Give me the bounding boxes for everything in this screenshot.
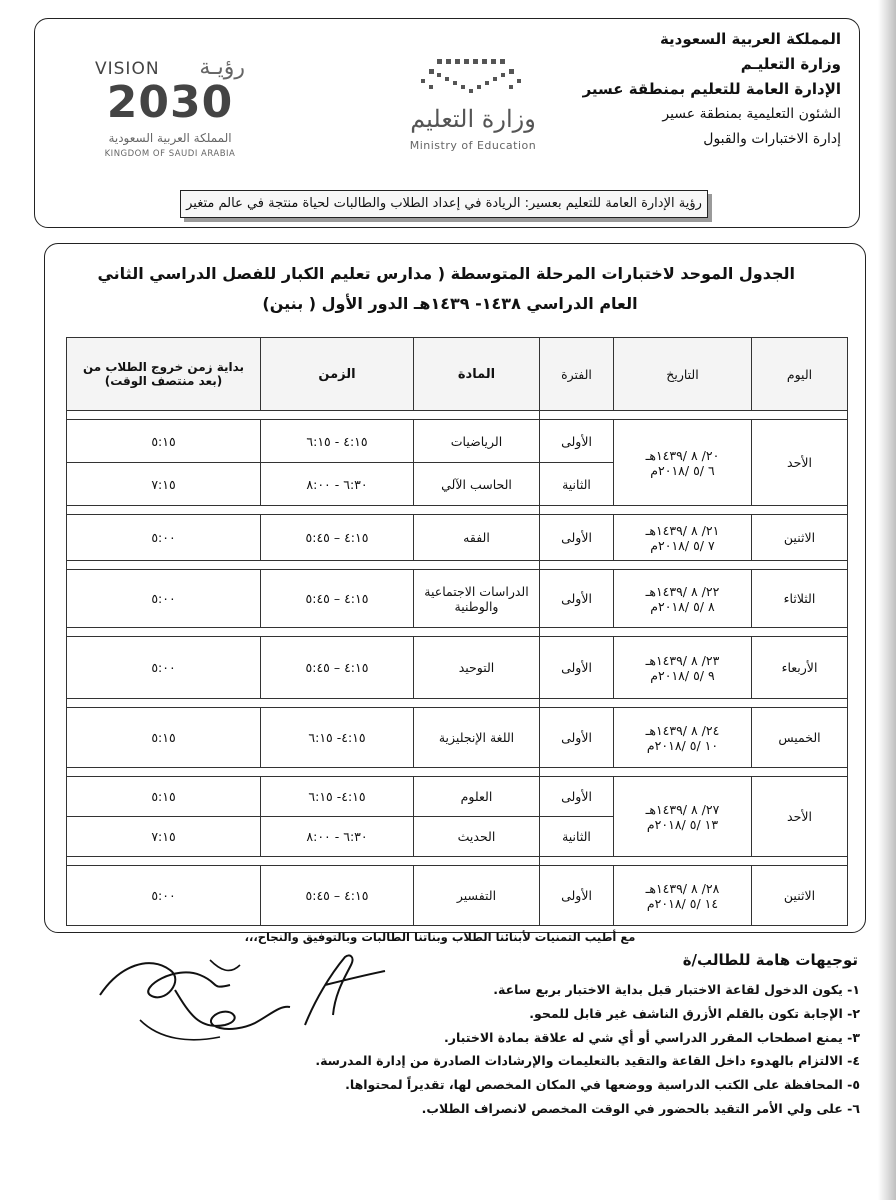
- table-row: [67, 777, 848, 817]
- gregorian-date: ٦ /٥ /٢٠١٨م: [650, 462, 715, 478]
- instruction-item: ٢- الإجابة تكون بالقلم الأزرق الناشف غير قابل للمحو.: [529, 1005, 860, 1021]
- instruction-item: ٥- المحافظة على الكتب الدراسية ووضعها في المكان المخصص لها، تقديراً لمحتواها.: [345, 1077, 860, 1093]
- day-cell: الخميس: [752, 708, 848, 768]
- time-cell: ٤:١٥- ٦:١٥: [261, 708, 414, 768]
- schedule-subtitle: العام الدراسي ١٤٣٨- ١٤٣٩هـ الدور الأول ( بنين): [262, 294, 638, 313]
- ministry-logo-arabic: وزارة التعليم: [410, 105, 536, 133]
- period-cell: الأولى: [540, 570, 614, 628]
- day-cell: الاثنين: [752, 515, 848, 561]
- instruction-item: ٣- يمنع اصطحاب المقرر الدراسي أو أي شي له علاقة بمادة الاختبار.: [444, 1029, 860, 1045]
- page-edge-shadow: [878, 0, 896, 1200]
- subject-cell: الفقه: [414, 515, 540, 561]
- period-cell: الثانية: [540, 817, 614, 857]
- exit-cell: ٥:٠٠: [67, 637, 261, 699]
- subject-cell: الدراسات الاجتماعية والوطنية: [414, 570, 540, 628]
- period-cell: الأولى: [540, 420, 614, 463]
- instructions-list: [315, 978, 860, 1121]
- affairs-name: الشئون التعليمية بمنطقة عسير: [662, 106, 841, 122]
- period-cell: الأولى: [540, 777, 614, 817]
- table-row: [67, 866, 848, 926]
- hijri-date: ٢١/ ٨ /١٤٣٩هـ: [645, 522, 720, 538]
- col-day: اليوم: [752, 338, 848, 411]
- subject-cell: التفسير: [414, 866, 540, 926]
- ministry-name: وزارة التعليـم: [740, 55, 841, 73]
- instruction-item: ٤- الالتزام بالهدوء داخل القاعة والتقيد بالتعليمات والإرشادات الصادرة من إدارة المدرسة.: [315, 1053, 860, 1069]
- hijri-date: ٢٠/ ٨ /١٤٣٩هـ: [645, 447, 720, 463]
- col-date: التاريخ: [614, 338, 752, 411]
- ministry-logo-icon: [393, 55, 553, 105]
- exit-cell: ٥:٠٠: [67, 515, 261, 561]
- period-cell: الأولى: [540, 515, 614, 561]
- signature-right: [285, 945, 395, 1035]
- exit-cell: ٥:١٥: [67, 777, 261, 817]
- time-cell: ٤:١٥ – ٥:٤٥: [261, 866, 414, 926]
- col-exit-time: [67, 338, 261, 411]
- day-cell: الأحد: [752, 420, 848, 506]
- closing-wishes: مع أطيب التمنيات لأبنائنا الطلاب وبناتنا الطالبات وبالتوفيق والنجاح،،،: [244, 930, 636, 944]
- gregorian-date: ١٤ /٥ /٢٠١٨م: [646, 895, 719, 911]
- subject-cell: التوحيد: [414, 637, 540, 699]
- table-row: [67, 420, 848, 463]
- signature-left: [80, 935, 310, 1055]
- exit-cell: ٥:٠٠: [67, 570, 261, 628]
- exit-cell: ٧:١٥: [67, 463, 261, 506]
- subject-cell: الحديث: [414, 817, 540, 857]
- department-name: إدارة الاختبارات والقبول: [703, 131, 841, 147]
- vision-country-arabic: المملكة العربية السعودية: [108, 131, 232, 145]
- period-cell: الأولى: [540, 637, 614, 699]
- gregorian-date: ٨ /٥ /٢٠١٨م: [650, 598, 715, 614]
- subject-cell: العلوم: [414, 777, 540, 817]
- date-cell: [614, 637, 752, 699]
- instruction-item: ٦- على ولي الأمر التقيد بالحضور في الوقت المخصص لانصراف الطلاب.: [421, 1100, 860, 1116]
- vision-statement: رؤية الإدارة العامة للتعليم بعسير: الريادة في إعداد الطلاب والطالبات لحياة منتجة في عالم متغير: [180, 190, 708, 218]
- vision-english: VISION: [95, 59, 160, 79]
- subject-cell: الحاسب الآلي: [414, 463, 540, 506]
- hijri-date: ٢٤/ ٨ /١٤٣٩هـ: [645, 722, 720, 738]
- kingdom-name: المملكة العربية السعودية: [659, 30, 841, 48]
- day-cell: الاثنين: [752, 866, 848, 926]
- table-row: [67, 570, 848, 628]
- instruction-item: ١- يكون الدخول لقاعة الاختبار قبل بداية الاختبار بربع ساعة.: [493, 982, 860, 997]
- gregorian-date: ٧ /٥ /٢٠١٨م: [650, 537, 715, 553]
- time-cell: ٦:٣٠ - ٨:٠٠: [261, 817, 414, 857]
- hijri-date: ٢٣/ ٨ /١٤٣٩هـ: [645, 652, 720, 668]
- subject-cell: اللغة الإنجليزية: [414, 708, 540, 768]
- time-cell: ٦:٣٠ - ٨:٠٠: [261, 463, 414, 506]
- hijri-date: ٢٢/ ٨ /١٤٣٩هـ: [645, 583, 720, 599]
- table-header-row: [67, 338, 848, 411]
- date-cell: [614, 515, 752, 561]
- table-row: [67, 515, 848, 561]
- gregorian-date: ١٠ /٥ /٢٠١٨م: [646, 737, 719, 753]
- exit-cell: ٥:١٥: [67, 708, 261, 768]
- col-time: الزمن: [261, 338, 414, 411]
- time-cell: ٤:١٥ - ٦:١٥: [261, 420, 414, 463]
- schedule-title: الجدول الموحد لاختبارات المرحلة المتوسطة ( مدارس تعليم الكبار للفصل الدراسي الثاني: [97, 264, 795, 283]
- col-subject: المادة: [414, 338, 540, 411]
- time-cell: ٤:١٥ – ٥:٤٥: [261, 515, 414, 561]
- vision-2030-logo: [95, 55, 245, 165]
- day-cell: الأحد: [752, 777, 848, 857]
- gregorian-date: ١٣ /٥ /٢٠١٨م: [646, 816, 719, 832]
- period-cell: الأولى: [540, 708, 614, 768]
- day-cell: الثلاثاء: [752, 570, 848, 628]
- col-exit-line2: (بعد منتصف الوقت): [104, 374, 223, 388]
- schedule-box: [44, 243, 866, 933]
- vision-country-english: KINGDOM OF SAUDI ARABIA: [104, 149, 236, 159]
- date-cell: [614, 420, 752, 506]
- vision-year: 2030: [106, 77, 234, 128]
- hijri-date: ٢٨/ ٨ /١٤٣٩هـ: [645, 880, 720, 896]
- ministry-logo: [393, 55, 553, 155]
- time-cell: ٤:١٥- ٦:١٥: [261, 777, 414, 817]
- letterhead-text: [583, 27, 841, 152]
- instructions-title: توجيهات هامة للطالب/ة: [682, 951, 858, 969]
- period-cell: الأولى: [540, 866, 614, 926]
- time-cell: ٤:١٥ – ٥:٤٥: [261, 637, 414, 699]
- col-exit-line1: بداية زمن خروج الطلاب من: [82, 360, 245, 374]
- exit-cell: ٥:١٥: [67, 420, 261, 463]
- exit-cell: ٧:١٥: [67, 817, 261, 857]
- subject-cell: الرياضيات: [414, 420, 540, 463]
- ministry-logo-english: Ministry of Education: [409, 139, 537, 152]
- period-cell: الثانية: [540, 463, 614, 506]
- directorate-name: الإدارة العامة للتعليم بمنطقة عسير: [582, 80, 841, 98]
- col-period: الفترة: [540, 338, 614, 411]
- time-cell: ٤:١٥ – ٥:٤٥: [261, 570, 414, 628]
- table-row: [67, 637, 848, 699]
- table-row: [67, 708, 848, 768]
- date-cell: [614, 570, 752, 628]
- gregorian-date: ٩ /٥ /٢٠١٨م: [650, 667, 715, 683]
- date-cell: [614, 777, 752, 857]
- vision-arabic: رؤيـة: [199, 55, 245, 80]
- exam-schedule-table: [66, 337, 848, 926]
- day-cell: الأربعاء: [752, 637, 848, 699]
- date-cell: [614, 708, 752, 768]
- exit-cell: ٥:٠٠: [67, 866, 261, 926]
- hijri-date: ٢٧/ ٨ /١٤٣٩هـ: [645, 801, 720, 817]
- date-cell: [614, 866, 752, 926]
